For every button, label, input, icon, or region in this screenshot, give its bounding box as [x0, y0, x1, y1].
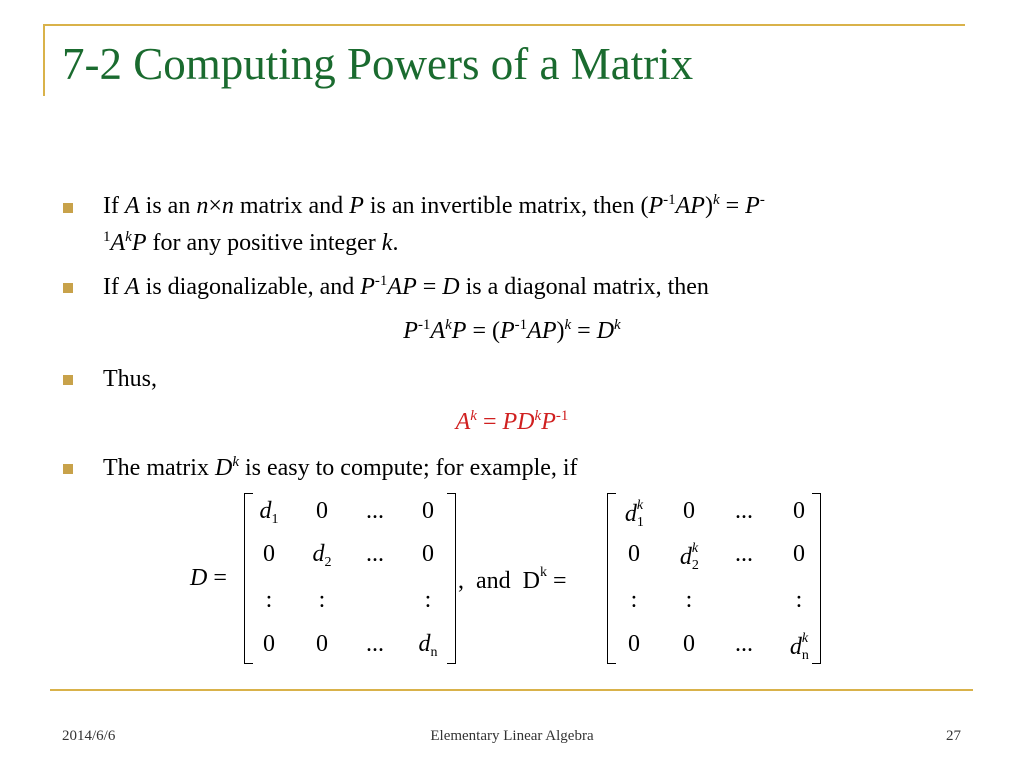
matrix-dk-cell-0-1: 0 — [683, 498, 695, 524]
matrix-d-cell-0-0: $d_1$ — [259, 498, 279, 527]
footer-course: Elementary Linear Algebra — [430, 728, 594, 744]
matrix-dk-cell-0-2: ... — [735, 498, 753, 524]
matrix-d-right-bracket — [447, 493, 456, 664]
matrix-dk-cell-3-3: $d_n^k$ — [789, 631, 809, 663]
footer-divider — [50, 689, 973, 691]
matrix-d-cell-1-0: 0 — [263, 541, 275, 567]
bullet-1-line-1: If A is an n×n matrix and P is an invertible matrix, then $(P^{-1}AP)^k = P^-$ — [103, 192, 765, 219]
bullet-2-text: If A is diagonalizable, and $P^{-1}AP = D$ is a diagonal matrix, then — [103, 273, 709, 300]
matrix-dk-cell-0-3: 0 — [793, 498, 805, 524]
equation-power-similarity: $P^{-1}A^kP = (P^{-1}AP)^k = D^k$ — [403, 317, 621, 344]
matrix-d-cell-1-2: ... — [366, 541, 384, 567]
footer-date: 2014/6/6 — [62, 728, 116, 744]
matrix-d-cell-3-0: 0 — [263, 631, 275, 657]
matrix-d-cell-2-3: : — [424, 587, 432, 613]
equation-a-power-highlight: $A^k = PD^kP^{-1}$ — [455, 408, 569, 435]
matrix-d-cell-3-2: ... — [366, 631, 384, 657]
matrix-d-cell-3-1: 0 — [316, 631, 328, 657]
slide-title: 7-2 Computing Powers of a Matrix — [62, 39, 694, 89]
matrix-dk-cell-1-0: 0 — [628, 541, 640, 567]
matrix-d-cell-1-3: 0 — [422, 541, 434, 567]
top-border-line — [43, 24, 965, 26]
matrix-dk-cell-2-3: : — [795, 587, 803, 613]
matrix-d-cell-2-0: : — [265, 587, 273, 613]
matrix-dk-cell-2-1: : — [685, 587, 693, 613]
bullet-3-text: Thus, — [103, 366, 157, 392]
bullet-1-line-2: $^1A^kP$ for any positive integer k. — [103, 229, 399, 256]
matrix-d-cell-2-1: : — [318, 587, 326, 613]
matrix-d-label: D = — [190, 565, 227, 591]
bullet-4-text: The matrix $D^k$ is easy to compute; for example, if — [103, 454, 578, 481]
matrix-d-cell-0-1: 0 — [316, 498, 328, 524]
matrix-d-cell-0-3: 0 — [422, 498, 434, 524]
bullet-marker-4 — [63, 464, 73, 474]
matrix-dk-cell-1-2: ... — [735, 541, 753, 567]
matrix-dk-cell-3-1: 0 — [683, 631, 695, 657]
matrix-d-cell-0-2: ... — [366, 498, 384, 524]
matrix-d-cell-3-3: $d_n$ — [418, 631, 438, 660]
matrix-d-cell-1-1: $d_2$ — [312, 541, 332, 570]
matrix-dk-cell-2-0: : — [630, 587, 638, 613]
bullet-marker-2 — [63, 283, 73, 293]
matrix-dk-cell-0-0: $d_1^k$ — [624, 498, 644, 530]
bullet-marker-3 — [63, 375, 73, 385]
matrix-dk-cell-1-1: $d_2^k$ — [679, 541, 699, 573]
left-border-line — [43, 24, 45, 96]
bullet-marker-1 — [63, 203, 73, 213]
matrix-connector: , and $D^k$ = — [458, 565, 567, 594]
footer-page-number: 27 — [946, 728, 961, 744]
matrix-dk-cell-1-3: 0 — [793, 541, 805, 567]
matrix-dk-cell-3-2: ... — [735, 631, 753, 657]
matrix-dk-cell-3-0: 0 — [628, 631, 640, 657]
